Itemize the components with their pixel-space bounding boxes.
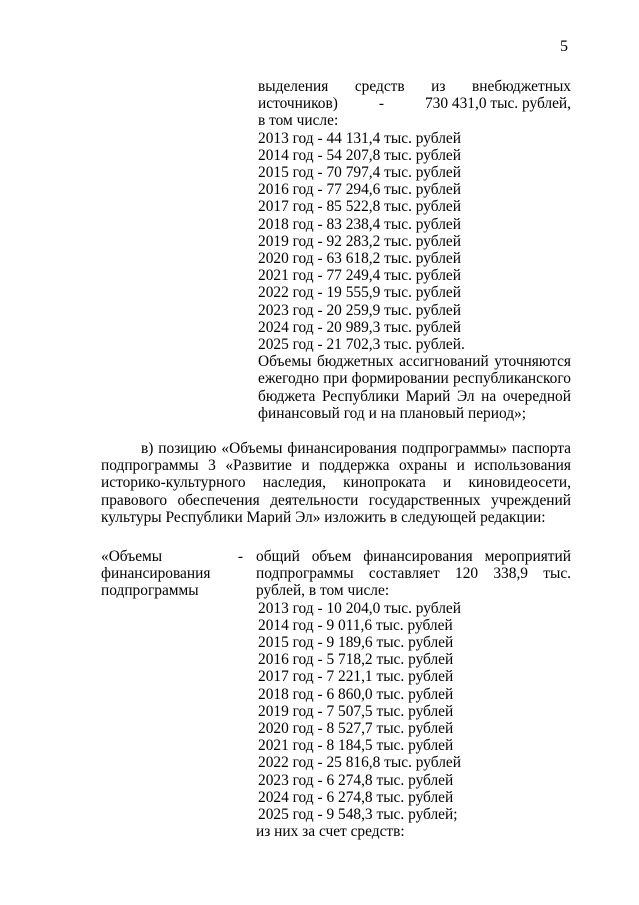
year-line: 2022 год - 25 816,8 тыс. рублей — [258, 754, 461, 772]
year-line: 2022 год - 19 555,9 тыс. рублей — [258, 284, 461, 302]
year-line: 2013 год - 44 131,4 тыс. рублей — [258, 129, 461, 147]
year-line: 2015 год - 70 797,4 тыс. рублей — [258, 164, 461, 182]
year-line: 2021 год - 77 249,4 тыс. рублей — [258, 267, 461, 285]
year-line: 2021 год - 8 184,5 тыс. рублей — [258, 737, 454, 755]
year-line: 2016 год - 5 718,2 тыс. рублей — [258, 651, 454, 669]
year-line: 2014 год - 9 011,6 тыс. рублей — [258, 616, 453, 634]
year-line: 2015 год - 9 189,6 тыс. рублей — [258, 634, 454, 652]
year-line: 2025 год - 9 548,3 тыс. рублей; — [258, 806, 458, 824]
year-line: 2017 год - 7 221,1 тыс. рублей — [258, 668, 454, 686]
year-line: 2023 год - 6 274,8 тыс. рублей — [258, 771, 454, 789]
year-line: 2023 год - 20 259,9 тыс. рублей — [258, 301, 461, 319]
funding-label-line-1 — [101, 548, 243, 565]
year-line: 2014 год - 54 207,8 тыс. рублей — [258, 146, 461, 164]
funding-label-line-2: финансирования — [101, 565, 211, 583]
year-line: 2019 год - 92 283,2 тыс. рублей — [258, 232, 461, 250]
continuation-total: 730 431,0 тыс. рублей, — [424, 95, 571, 113]
continuation-sources: источников) — [258, 95, 338, 113]
funding-label-line-3: подпрограммы — [101, 582, 199, 600]
year-line: 2019 год - 7 507,5 тыс. рублей — [258, 702, 454, 720]
year-line: 2017 год - 85 522,8 тыс. рублей — [258, 198, 461, 216]
continuation-line-1: выделения средств из внебюджетных — [258, 78, 571, 95]
amendment-paragraph: в) позицию «Объемы финансирования подпрограммы» паспорта подпрограммы 3 «Развитие и поддержка охраны и использования историко-культурного наследия, кинопроката и киновидеосети, правового обеспечения деятельности государственных учреждений культуры Республики Марий Эл» изложить в следующей редакции: — [101, 440, 571, 526]
year-line: 2020 год - 63 618,2 тыс. рублей — [258, 250, 461, 268]
continuation-line-3: в том числе: — [258, 112, 339, 130]
continuation-dash: - — [378, 95, 384, 113]
continuation-line-2 — [258, 95, 571, 112]
year-line: 2018 год - 83 238,4 тыс. рублей — [258, 215, 461, 233]
funding-continuation-block — [258, 78, 571, 422]
year-line: 2016 год - 77 294,6 тыс. рублей — [258, 181, 461, 199]
year-line: 2020 год - 8 527,7 тыс. рублей — [258, 720, 454, 738]
funding-label-word: «Объемы — [101, 548, 163, 565]
page-number: 5 — [560, 38, 568, 55]
subprogram-funding-intro: общий объем финансирования мероприятий подпрограммы составляет 120 338,9 тыс. рублей, в том числе: — [256, 548, 571, 600]
year-line: 2024 год - 20 989,3 тыс. рублей — [258, 318, 461, 336]
subprogram-funding-block — [256, 548, 571, 840]
budget-note: Объемы бюджетных ассигнований уточняются ежегодно при формировании республиканского бюджета Республики Марий Эл на очередной финансовый год и на плановый период»; — [258, 353, 571, 422]
year-line: 2013 год - 10 204,0 тыс. рублей — [258, 599, 461, 617]
year-line: 2024 год - 6 274,8 тыс. рублей — [258, 788, 454, 806]
funding-label-dash: - — [237, 548, 243, 565]
year-line: 2025 год - 21 702,3 тыс. рублей. — [258, 336, 465, 354]
year-line: 2018 год - 6 860,0 тыс. рублей — [258, 685, 454, 703]
funding-sources-tail: из них за счет средств: — [256, 823, 405, 841]
funding-label — [101, 548, 243, 600]
